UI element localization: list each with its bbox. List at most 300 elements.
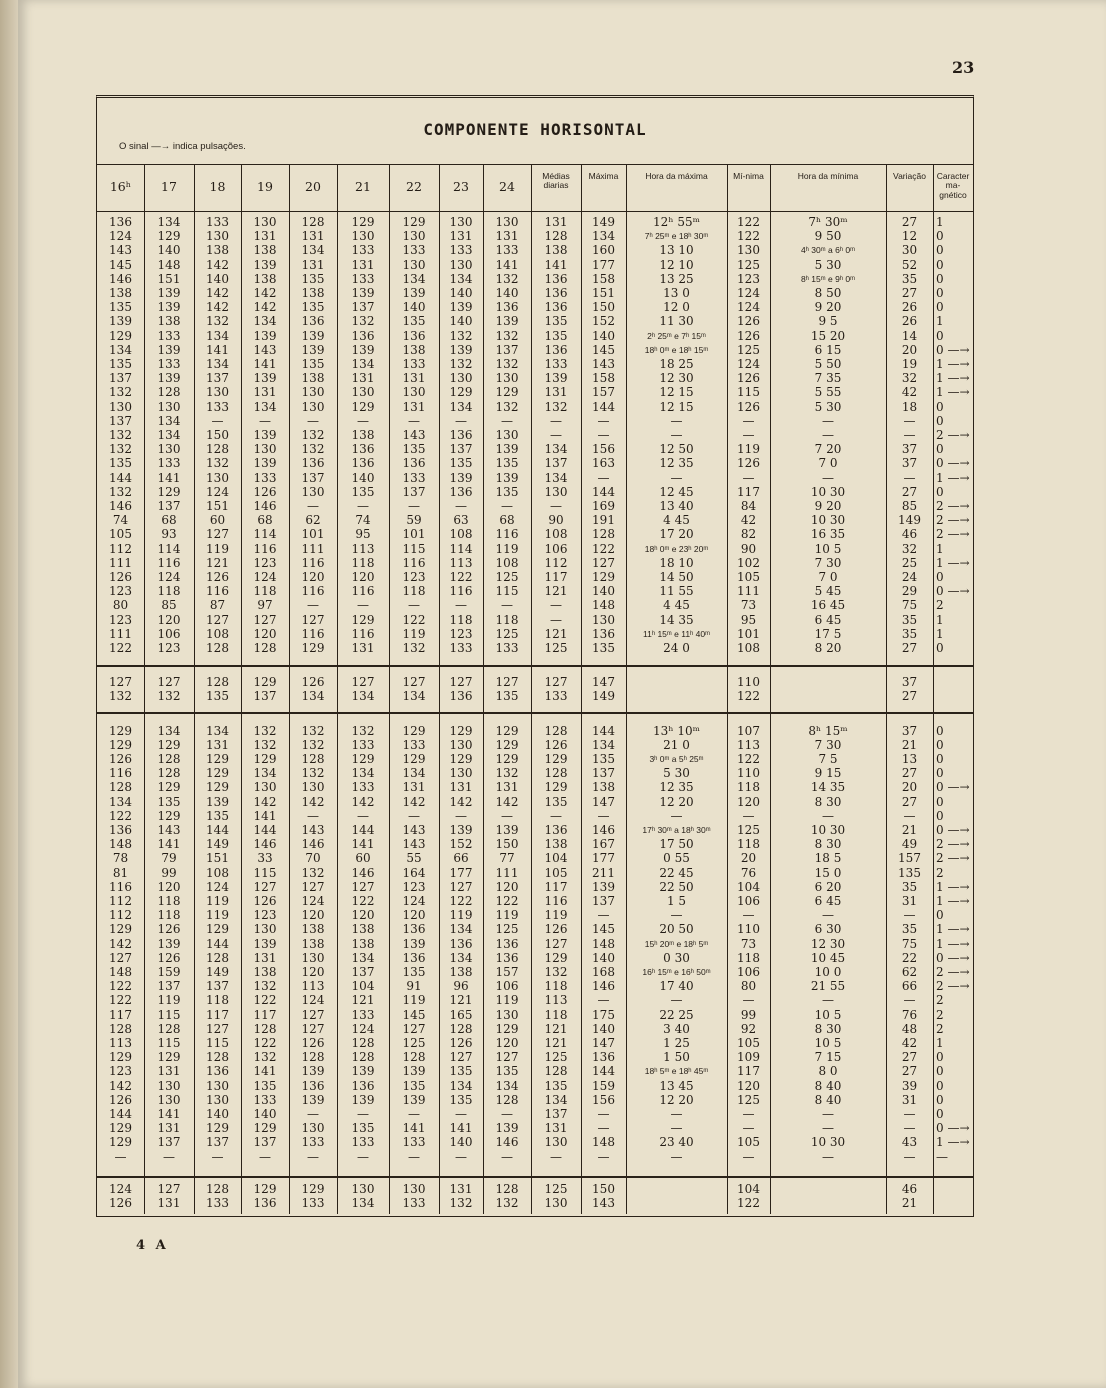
table-row	[97, 752, 973, 766]
table-cell: 0 —→	[936, 456, 970, 471]
table-cell: 165	[449, 1007, 473, 1022]
table-cell: 149	[592, 215, 615, 229]
table-cell: 129	[157, 737, 181, 752]
table-cell: 123	[253, 555, 277, 570]
table-cell: 125	[495, 626, 519, 641]
table-cell: 122	[592, 541, 615, 556]
table-cell: 2 —→	[936, 851, 970, 866]
table-cell: 121	[206, 555, 229, 570]
table-cell: 128	[301, 1050, 325, 1065]
table-cell: 144	[592, 1064, 615, 1079]
table-cell: 135	[351, 484, 375, 499]
table-cell: 159	[592, 1078, 615, 1093]
table-cell: 4 45	[663, 513, 690, 528]
table-cell: 129	[109, 1050, 132, 1065]
table-cell: 115	[157, 1036, 181, 1050]
table-cell: 68	[499, 513, 515, 528]
table-cell: —	[357, 1107, 369, 1121]
table-cell: 135	[253, 1078, 277, 1093]
table-cell: 134	[351, 689, 375, 704]
table-cell: 130	[495, 371, 519, 386]
table-cell: 1 —→	[936, 385, 970, 400]
table-cell: 127	[253, 612, 277, 627]
column-header: Hora da máxima	[645, 171, 708, 181]
table-cell: 128	[206, 675, 229, 690]
table-cell: 130	[206, 1092, 229, 1107]
table-cell: 17 50	[659, 837, 694, 852]
table-cell: 12 30	[659, 371, 694, 386]
table-cell: 116	[351, 626, 375, 641]
table-cell: 124	[206, 879, 229, 894]
table-cell: 20	[901, 780, 918, 795]
table-cell: 135	[449, 1092, 473, 1107]
table-cell: 134	[351, 950, 375, 965]
table-cell: 0	[936, 271, 944, 286]
table-cell: 122	[351, 894, 375, 908]
table-cell: 129	[157, 808, 181, 823]
table-cell: 139	[495, 442, 519, 457]
table-cell: 134	[206, 357, 229, 371]
table-cell: 130	[544, 1135, 568, 1150]
table-cell: 129	[544, 780, 568, 795]
table-cell: 116	[544, 894, 568, 908]
table-row	[97, 795, 973, 809]
table-cell: 137	[351, 965, 375, 979]
table-cell: 135	[351, 1121, 375, 1136]
table-cell: 129	[402, 723, 426, 738]
table-cell: 137	[495, 342, 519, 357]
table-cell: 132	[402, 641, 426, 655]
table-cell: 136	[449, 428, 473, 442]
table-cell: 145	[402, 1007, 426, 1022]
table-cell: —	[903, 413, 916, 428]
table-cell: 134	[351, 357, 375, 371]
table-row	[97, 1079, 973, 1093]
table-cell: 14 50	[659, 570, 694, 584]
table-cell: 7 5	[818, 752, 838, 766]
table-cell: 124	[206, 484, 229, 499]
table-cell: 147	[592, 794, 615, 809]
table-cell: 85	[901, 499, 918, 513]
table-cell: 7 30	[814, 555, 842, 570]
table-cell: 139	[495, 470, 519, 485]
table-cell: 135	[544, 328, 568, 343]
table-cell: 128	[109, 780, 132, 795]
table-cell: 139	[253, 936, 277, 951]
table-cell: 2	[936, 598, 944, 613]
table-cell: 10 5	[814, 541, 842, 556]
table-cell: 144	[206, 936, 229, 951]
table-cell: 125	[737, 342, 760, 357]
table-cell: 143	[157, 823, 181, 837]
table-cell: —	[501, 413, 513, 428]
table-cell: 133	[351, 780, 375, 795]
table-cell: —	[211, 1149, 224, 1164]
table-cell: 132	[351, 314, 375, 329]
table-cell: 136	[351, 328, 375, 343]
table-cell: 1 25	[663, 1036, 690, 1050]
table-cell: 126	[737, 399, 760, 414]
table-cell: 128	[351, 1036, 375, 1050]
table-cell: 55	[406, 851, 422, 866]
table-cell: 9 50	[814, 229, 842, 244]
table-row	[97, 1135, 973, 1149]
table-cell: 128	[351, 1050, 375, 1065]
table-cell: 91	[406, 979, 422, 994]
table-cell: 135	[402, 314, 426, 329]
table-cell: 125	[544, 1050, 568, 1065]
table-cell: 142	[253, 300, 277, 315]
table-cell: —	[357, 413, 369, 428]
table-cell: 9 15	[814, 766, 842, 781]
table-cell: 18ʰ 0ᵐ e 23ʰ 20ᵐ	[644, 543, 709, 554]
table-cell: 104	[544, 851, 568, 866]
table-cell: 139	[301, 1092, 325, 1107]
table-cell: 137	[449, 442, 473, 457]
table-cell: 167	[592, 837, 615, 852]
table-cell: 122	[737, 689, 760, 704]
table-cell: —	[670, 470, 683, 485]
table-cell: 5 50	[814, 357, 842, 371]
table-cell: 80	[740, 979, 757, 994]
table-cell: 2	[936, 1021, 944, 1036]
table-cell: 135	[449, 456, 473, 471]
table-cell: —	[903, 428, 916, 442]
table-cell: 8 40	[814, 1078, 842, 1093]
table-cell: 122	[449, 894, 473, 908]
table-cell: 1 —→	[936, 894, 970, 908]
table-cell: 127	[449, 879, 473, 894]
table-cell: —	[670, 993, 683, 1008]
table-cell: 126	[544, 922, 568, 937]
table-cell: 133	[495, 641, 519, 655]
table-cell: 134	[402, 271, 426, 286]
table-cell: 129	[157, 229, 181, 244]
table-cell: 0	[936, 328, 944, 343]
table-cell: 128	[544, 723, 568, 738]
table-cell: 128	[206, 950, 229, 965]
table-cell: 130	[301, 950, 325, 965]
table-row	[97, 258, 973, 272]
table-cell: 128	[206, 442, 229, 457]
table-cell: 126	[737, 328, 760, 343]
table-cell: 118	[253, 584, 277, 599]
table-row	[97, 937, 973, 951]
table-cell: 143	[402, 837, 426, 852]
table-cell: 116	[109, 879, 132, 894]
table-cell: 132	[495, 766, 519, 781]
table-cell: 130	[402, 229, 426, 244]
table-cell: 132	[495, 1196, 519, 1210]
table-cell: 84	[740, 499, 757, 513]
table-cell: 130	[592, 612, 615, 627]
table-cell: 133	[301, 1135, 325, 1150]
table-cell: 142	[253, 286, 277, 300]
table-cell: 17ʰ 30ᵐ a 18ʰ 30ᵐ	[642, 825, 711, 835]
table-cell: 106	[157, 626, 181, 641]
table-cell: 137	[206, 371, 229, 386]
table-cell: 135	[206, 808, 229, 823]
table-row	[97, 738, 973, 752]
table-cell: 126	[109, 1092, 132, 1107]
table-cell: 125	[737, 823, 760, 837]
table-cell: 145	[109, 257, 132, 272]
table-cell: 8 30	[814, 837, 842, 852]
table-cell: 9 5	[818, 314, 838, 329]
table-cell: 26	[901, 314, 918, 329]
table-cell: 129	[206, 766, 229, 781]
table-cell: 111	[109, 626, 132, 641]
table-cell: 130	[253, 442, 277, 457]
table-cell: 139	[157, 286, 181, 300]
table-cell: 97	[257, 598, 273, 613]
table-cell: 116	[301, 626, 325, 641]
table-cell: 138	[544, 837, 568, 852]
table-cell: 13 40	[659, 499, 694, 513]
table-cell: 133	[402, 737, 426, 752]
table-cell: 104	[737, 1181, 760, 1196]
table-cell: 133	[351, 1135, 375, 1150]
table-cell: 138	[544, 243, 568, 258]
ledger-page	[18, 0, 1106, 1388]
table-cell: 149	[592, 689, 615, 704]
table-cell: 0 —→	[936, 342, 970, 357]
table-cell: 139	[402, 1092, 426, 1107]
table-cell: 13ʰ 10ᵐ	[653, 723, 700, 738]
table-cell: 131	[402, 399, 426, 414]
table-cell: 68	[161, 513, 177, 528]
table-cell: —	[357, 598, 369, 613]
table-row	[97, 485, 973, 499]
table-cell: 135	[449, 1064, 473, 1079]
table-cell: 177	[449, 865, 473, 880]
table-row	[97, 385, 973, 399]
table-cell: 140	[157, 243, 181, 258]
table-cell: 139	[157, 371, 181, 386]
table-cell: 132	[109, 442, 132, 457]
table-cell: 142	[495, 794, 519, 809]
table-cell: —	[455, 808, 467, 823]
table-cell: 128	[449, 1021, 473, 1036]
table-row	[97, 400, 973, 414]
table-row	[97, 613, 973, 627]
table-cell: 132	[301, 442, 325, 457]
table-cell: 140	[495, 286, 519, 300]
table-cell: 132	[449, 328, 473, 343]
table-cell: 128	[253, 641, 277, 655]
table-cell: 11ʰ 15ᵐ e 11ʰ 40ᵐ	[643, 628, 710, 639]
table-cell: 134	[253, 399, 277, 414]
table-cell: 146	[495, 1135, 519, 1150]
table-cell: 143	[301, 823, 325, 837]
table-cell: 127	[351, 675, 375, 690]
means-row	[97, 675, 973, 689]
table-cell: 135	[109, 456, 132, 471]
table-cell: 122	[253, 1036, 277, 1050]
table-cell: 128	[206, 1181, 229, 1196]
table-row	[97, 866, 973, 880]
table-cell: 129	[157, 484, 181, 499]
table-cell: 101	[301, 527, 325, 542]
table-cell: 132	[253, 979, 277, 994]
table-row	[97, 627, 973, 641]
table-cell: 139	[544, 371, 568, 386]
table-cell: —	[550, 428, 562, 442]
table-cell: 132	[495, 328, 519, 343]
table-cell: 148	[109, 837, 132, 852]
table-cell: 129	[109, 723, 132, 738]
table-cell: 10 5	[814, 1036, 842, 1050]
table-cell: 87	[209, 598, 226, 613]
table-cell: —	[357, 499, 369, 513]
table-cell: 42	[901, 1036, 918, 1050]
table-cell: 149	[898, 513, 921, 528]
table-cell: 112	[544, 555, 568, 570]
table-cell: 22	[901, 950, 918, 965]
column-header: Caracter ma-gnético	[936, 171, 970, 200]
table-cell: 106	[737, 965, 760, 979]
means-row	[97, 1196, 973, 1210]
table-cell: 144	[592, 484, 615, 499]
table-cell: —	[550, 499, 562, 513]
table-row	[97, 780, 973, 794]
table-cell: 133	[301, 1196, 325, 1210]
table-cell: 66	[901, 979, 918, 994]
table-cell: 142	[206, 257, 229, 272]
table-cell: 6 45	[814, 894, 842, 908]
table-cell: 120	[301, 908, 325, 923]
table-cell: 135	[544, 1078, 568, 1093]
table-cell: 106	[495, 979, 519, 994]
table-cell: 113	[109, 1036, 132, 1050]
table-cell: 11 55	[659, 584, 694, 599]
table-cell: —	[455, 1149, 467, 1164]
table-cell: 142	[206, 300, 229, 315]
table-cell: 129	[301, 641, 325, 655]
table-cell: 150	[495, 837, 519, 852]
table-cell: 27	[901, 689, 918, 704]
table-cell: 0 —→	[936, 823, 970, 837]
table-cell: 129	[495, 1021, 519, 1036]
table-cell: 76	[901, 1007, 918, 1022]
table-cell: 143	[592, 1196, 615, 1210]
table-cell: 129	[351, 752, 375, 766]
table-cell: 149	[206, 837, 229, 852]
table-cell: 133	[253, 1092, 277, 1107]
table-cell: 129	[449, 752, 473, 766]
table-cell: 116	[495, 527, 519, 542]
table-cell: 156	[592, 442, 615, 457]
table-cell: 32	[901, 371, 918, 386]
table-cell: 139	[449, 470, 473, 485]
table-cell: 62	[901, 965, 918, 979]
table-cell: 136	[592, 1050, 615, 1065]
block1-separator-rule	[97, 665, 973, 667]
table-cell: 0 —→	[936, 1121, 970, 1136]
table-cell: 7 20	[814, 442, 842, 457]
legend-note: O sinal —→ indica pulsações.	[119, 141, 246, 152]
table-cell: 93	[161, 527, 177, 542]
table-cell: 60	[355, 851, 371, 866]
table-cell: 95	[740, 612, 757, 627]
table-row	[97, 527, 973, 541]
table-cell: 129	[495, 752, 519, 766]
table-cell: 12 45	[659, 484, 694, 499]
table-cell: 136	[449, 689, 473, 704]
table-cell: 137	[206, 979, 229, 994]
table-cell: 73	[740, 598, 757, 613]
table-cell: 129	[351, 215, 375, 229]
table-cell: 122	[109, 979, 132, 994]
table-cell: 1 —→	[936, 357, 970, 371]
table-cell: 42	[901, 385, 918, 400]
table-cell: —	[597, 1107, 610, 1121]
table-cell: 116	[109, 766, 132, 781]
table-cell: 136	[351, 442, 375, 457]
table-cell: 108	[206, 865, 229, 880]
table-cell: 133	[402, 357, 426, 371]
column-header: 18	[209, 179, 226, 194]
table-cell: 133	[449, 641, 473, 655]
table-cell: 134	[544, 442, 568, 457]
table-cell: 127	[495, 1050, 519, 1065]
table-cell: 138	[592, 780, 615, 795]
table-cell: 138	[253, 243, 277, 258]
table-cell: 136	[495, 950, 519, 965]
table-cell: 111	[495, 865, 519, 880]
table-cell: 131	[157, 1064, 181, 1079]
table-cell: 132	[351, 723, 375, 738]
table-cell: 177	[592, 257, 615, 272]
table-cell: 127	[402, 675, 426, 690]
table-cell: 131	[253, 229, 277, 244]
table-cell: 13 0	[663, 286, 690, 300]
table-row	[97, 894, 973, 908]
table-cell: 134	[449, 399, 473, 414]
table-cell: 92	[740, 1021, 757, 1036]
table-cell: 118	[402, 584, 426, 599]
table-cell: —	[597, 908, 610, 923]
table-cell: 134	[402, 766, 426, 781]
table-cell: 18ʰ 5ᵐ e 18ʰ 45ᵐ	[644, 1066, 709, 1077]
table-cell: 134	[109, 342, 132, 357]
table-cell: 102	[737, 555, 760, 570]
table-cell: 120	[495, 1036, 519, 1050]
table-cell: 0	[936, 257, 944, 272]
table-cell: 135	[495, 456, 519, 471]
table-cell: 129	[206, 780, 229, 795]
table-cell: 127	[157, 1181, 181, 1196]
table-cell: 134	[157, 723, 181, 738]
table-cell: 118	[157, 894, 181, 908]
table-cell: 2 —→	[936, 428, 970, 442]
table-cell: 130	[301, 385, 325, 400]
table-cell: 143	[109, 243, 132, 258]
table-cell: 139	[157, 300, 181, 315]
table-cell: 130	[301, 780, 325, 795]
table-cell: 139	[449, 342, 473, 357]
table-cell: 143	[402, 428, 426, 442]
table-cell: 15 0	[814, 865, 842, 880]
table-cell: 1	[936, 626, 944, 641]
table-cell: 141	[157, 470, 181, 485]
table-cell: 139	[495, 823, 519, 837]
table-cell: 129	[109, 1121, 132, 1136]
table-cell: 127	[109, 950, 132, 965]
table-cell: 6 15	[814, 342, 842, 357]
table-cell: 121	[351, 993, 375, 1008]
table-row	[97, 1064, 973, 1078]
